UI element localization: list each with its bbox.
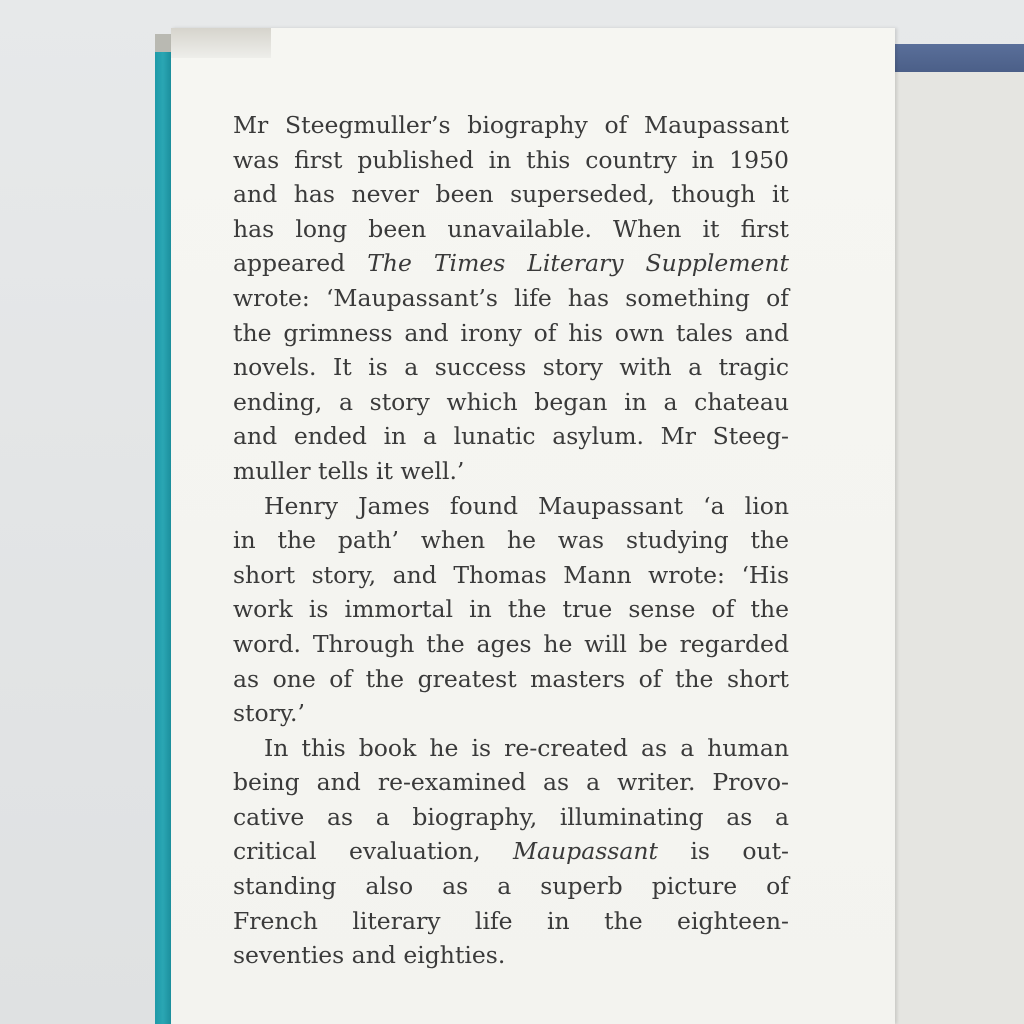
- blurb-line: cative as a biography, illuminating as a: [233, 802, 789, 831]
- blurb-line: wrote: ‘Maupassant’s life has something of: [233, 283, 789, 312]
- blurb-line: was first published in this country in 1950: [233, 145, 789, 174]
- jacket-blurb: [233, 108, 789, 973]
- cloth-binding-edge: [880, 44, 1024, 72]
- blurb-line: muller tells it well.’: [233, 456, 465, 485]
- blurb-line: [233, 834, 789, 869]
- line-text: critical evaluation,: [233, 837, 513, 866]
- teal-spine-strip: [155, 52, 171, 1024]
- blurb-line: has long been unavailable. When it first: [233, 214, 789, 243]
- blurb-line: Henry James found Maupassant ‘a lion: [264, 491, 789, 520]
- blurb-line: story.’: [233, 699, 305, 728]
- book-board: [880, 44, 1024, 1024]
- book-title: Maupassant: [512, 837, 658, 866]
- blurb-paragraph-1: [233, 108, 789, 489]
- blurb-line: in the path’ when he was studying the: [233, 526, 789, 555]
- blurb-line: as one of the greatest masters of the short: [233, 664, 789, 693]
- flap-folded-corner: [171, 28, 271, 58]
- line-text: is out-: [657, 837, 789, 866]
- blurb-line: novels. It is a success story with a tragic: [233, 353, 789, 382]
- blurb-line: seventies and eighties.: [233, 941, 506, 970]
- blurb-line: Mr Steegmuller’s biography of Maupassant: [233, 111, 789, 139]
- blurb-line: French literary life in the eighteen-: [233, 906, 789, 935]
- publication-title: The Times Literary Supplement: [367, 249, 790, 278]
- blurb-line: work is immortal in the true sense of the: [233, 595, 789, 624]
- blurb-line: the grimness and irony of his own tales and: [233, 318, 789, 347]
- blurb-line: ending, a story which began in a chateau: [233, 387, 789, 416]
- line-text: appeared: [233, 249, 368, 278]
- blurb-paragraph-2: [233, 489, 789, 731]
- blurb-line: standing also as a superb picture of: [233, 872, 789, 901]
- blurb-line: In this book he is re-created as a human: [264, 733, 789, 762]
- blurb-line: and has never been superseded, though it: [233, 180, 789, 209]
- blurb-paragraph-3: [233, 731, 789, 973]
- blurb-line: [233, 246, 789, 281]
- blurb-line: and ended in a lunatic asylum. Mr Steeg-: [233, 422, 789, 451]
- blurb-line: short story, and Thomas Mann wrote: ‘His: [233, 560, 789, 589]
- blurb-line: being and re-examined as a writer. Provo-: [233, 768, 789, 797]
- blurb-line: word. Through the ages he will be regarded: [233, 629, 789, 658]
